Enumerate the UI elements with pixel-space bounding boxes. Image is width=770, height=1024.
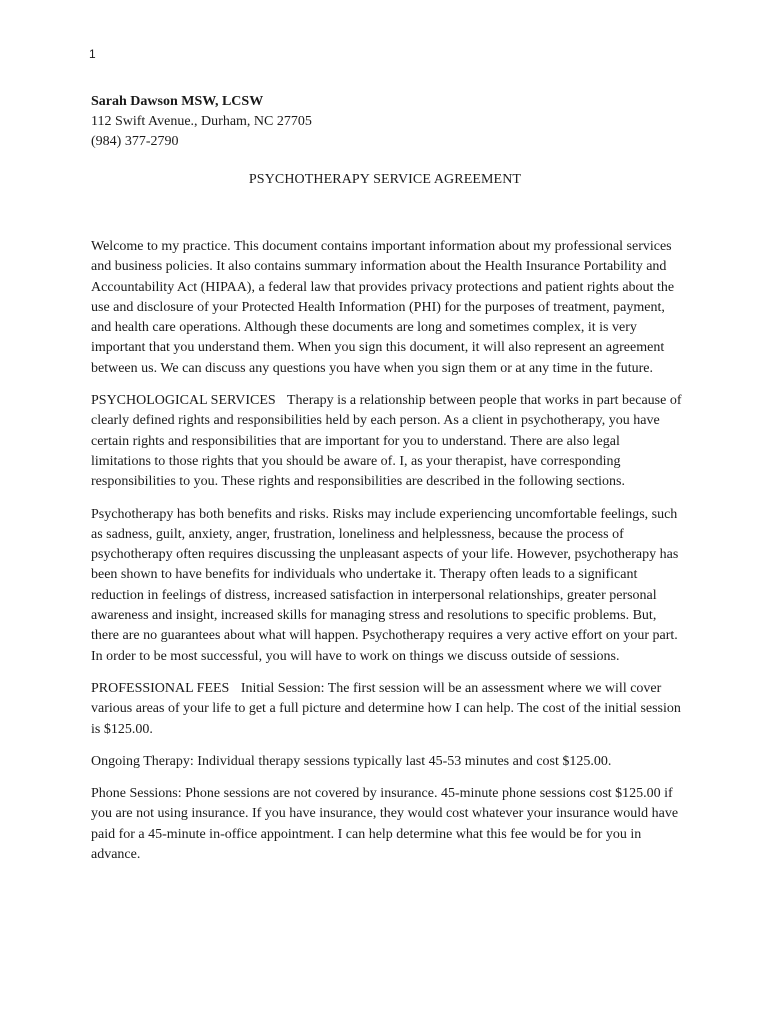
document-title: PSYCHOTHERAPY SERVICE AGREEMENT [248, 172, 522, 187]
paragraph-psychological-services [91, 391, 683, 492]
paragraph-benefits-risks: Psychotherapy has both benefits and risks. Risks may include experiencing uncomfortable feelings, such as sadness, guilt, anxiety, anger, frustration, loneliness and helplessness, because the process of psychotherapy often requires discussing the unpleasant aspects of your life. However, psychotherapy has been shown to have benefits for individuals who undertake it. Therapy often leads to a significant reduction in feelings of distress, increased satisfaction in interpersonal relationships, greater personal awareness and insight, increased skills for managing stress and resolutions to specific problems. But, there are no guarantees about what will happen. Psychotherapy requires a very active effort on your part. In order to be most successful, you will have to work on things we discuss outside of sessions. [91, 506, 679, 664]
therapist-name: Sarah Dawson MSW, LCSW [91, 94, 264, 109]
therapist-address: 112 Swift Avenue., Durham, NC 27705 [91, 114, 312, 129]
paragraph-phone-sessions: Phone Sessions: Phone sessions are not covered by insurance. 45-minute phone sessions cost $125.00 if you are not using insurance. If you have insurance, they would cost whatever your insurance would have paid for a 45-minute in-office appointment. I can help determine what this fee would be for you in advance. [91, 786, 679, 863]
paragraph-ongoing-therapy: Ongoing Therapy: Individual therapy sessions typically last 45-53 minutes and cost $125.00. [91, 753, 612, 769]
initial-session-text: Initial Session: The first session will be an assessment where we will cover various areas of your life to get a full picture and determine how I can help. The cost of the initial session is $125.00. [91, 680, 681, 737]
therapist-phone: (984) 377-2790 [91, 134, 179, 149]
section-heading-professional-fees: PROFESSIONAL FEES [91, 680, 230, 696]
document-body [91, 237, 683, 877]
section-heading-psychological-services: PSYCHOLOGICAL SERVICES [91, 393, 276, 409]
psychological-services-text: Therapy is a relationship between people that works in part because of clearly defined rights and responsibilities held by each person. As a client in psychotherapy, you have certain rights and responsibilities that are important for you to understand. There are also legal limitations to those rights that you should be aware of. I, as your therapist, have corresponding responsibilities to you. These rights and responsibilities are described in the following sections. [91, 393, 682, 490]
paragraph-welcome: Welcome to my practice. This document contains important information about my professional services and business policies. It also contains summary information about the Health Insurance Portability and Accountability Act (HIPAA), a federal law that provides privacy protections and patient rights about the use and disclosure of your Protected Health Information (PHI) for the purposes of treatment, payment, and health care operations. Although these documents are long and sometimes complex, it is very important that you understand them. When you sign this document, it will also represent an agreement between us. We can discuss any questions you have when you sign them or at any time in the future. [91, 239, 675, 376]
page-number: 1 [89, 47, 96, 61]
letterhead [91, 92, 312, 152]
paragraph-professional-fees [91, 679, 683, 740]
